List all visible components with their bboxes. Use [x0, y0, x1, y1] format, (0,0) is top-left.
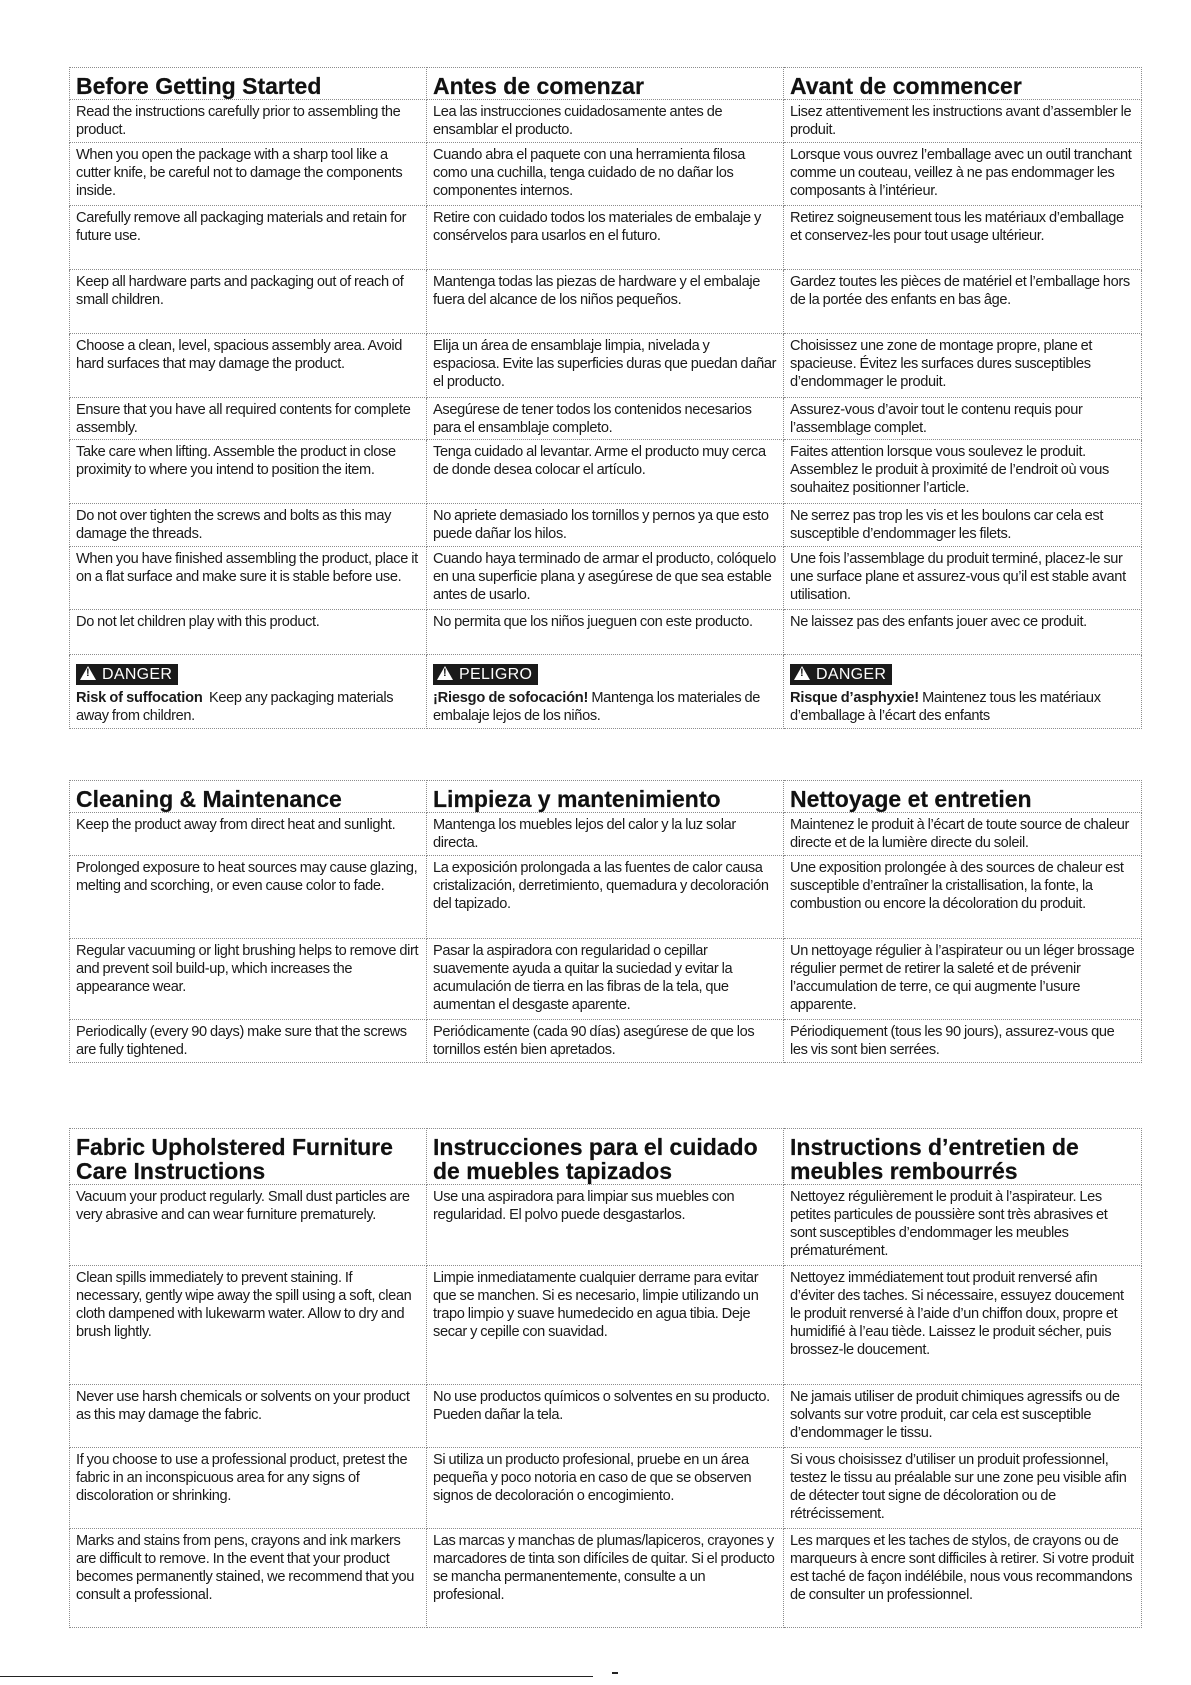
- table-row: [70, 1529, 1142, 1628]
- section-heading-fr: Nettoyage et entretien: [784, 781, 1142, 813]
- warning-cell-en: [70, 655, 427, 729]
- table-row: [70, 206, 1142, 270]
- cell-es: Cuando haya terminado de armar el producto, colóquelo en una superficie plana y asegúrese de que sea estable antes de usarlo.: [427, 547, 784, 610]
- cell-fr: Les marques et les taches de stylos, de crayons ou de marqueurs à encre sont difficiles à retirer. Si votre produit est taché de façon indélébile, nous vous recommandons de consulter un professionnel.: [784, 1529, 1142, 1628]
- page-footer-mark: [612, 1672, 618, 1674]
- cell-en: Read the instructions carefully prior to assembling the product.: [70, 100, 427, 143]
- cell-es: Elija un área de ensamblaje limpia, nivelada y espaciosa. Evite las superficies duras que puedan dañar el producto.: [427, 334, 784, 398]
- cell-fr: Nettoyez régulièrement le produit à l’aspirateur. Les petites particules de poussière sont très abrasives et sont susceptibles d’endommager les meubles prématurément.: [784, 1185, 1142, 1266]
- before-getting-started-table: [69, 67, 1142, 729]
- page-footer-rule: [0, 1676, 593, 1677]
- cell-fr: Lorsque vous ouvrez l’emballage avec un outil tranchant comme un couteau, veillez à ne pas endommager les composants à l’intérieur.: [784, 143, 1142, 206]
- cell-fr: Ne jamais utiliser de produit chimiques agressifs ou de solvants sur votre produit, car cela est susceptible d’endommager le tissu.: [784, 1385, 1142, 1448]
- section-heading-fr: Avant de commencer: [784, 68, 1142, 100]
- cell-fr: Un nettoyage régulier à l’aspirateur ou un léger brossage régulier permet de retirer la saleté et de prévenir l’accumulation de terre, ce qui augmente l’usure apparente.: [784, 939, 1142, 1020]
- cell-fr: Si vous choisissez d’utiliser un produit professionnel, testez le tissu au préalable sur une zone peu visible afin de détecter tout signe de décoloration ou de rétrécissement.: [784, 1448, 1142, 1529]
- cell-fr: Nettoyez immédiatement tout produit renversé afin d’éviter des taches. Si nécessaire, essuyez doucement le produit renversé à l’aide d’un chiffon doux, propre et humidifié à l’eau tiède. Laissez le produit sécher, puis brossez-le doucement.: [784, 1266, 1142, 1385]
- table-row: [70, 1266, 1142, 1385]
- cell-en: Keep all hardware parts and packaging out of reach of small children.: [70, 270, 427, 334]
- table-row: [70, 610, 1142, 655]
- warning-triangle-icon: [80, 666, 96, 680]
- cell-en: Carefully remove all packaging materials and retain for future use.: [70, 206, 427, 270]
- section-heading-es: Antes de comenzar: [427, 68, 784, 100]
- cell-en: Periodically (every 90 days) make sure that the screws are fully tightened.: [70, 1020, 427, 1063]
- warning-cell-es: [427, 655, 784, 729]
- table-row: [70, 143, 1142, 206]
- cell-es: No apriete demasiado los tornillos y pernos ya que esto puede dañar los hilos.: [427, 504, 784, 547]
- section-header-row: [70, 1129, 1142, 1185]
- warning-triangle-icon: [794, 666, 810, 680]
- table-row: [70, 1185, 1142, 1266]
- cell-fr: Faites attention lorsque vous soulevez le produit. Assemblez le produit à proximité de l’endroit où vous souhaitez positionner l’article.: [784, 440, 1142, 504]
- cell-es: Mantenga los muebles lejos del calor y la luz solar directa.: [427, 813, 784, 856]
- danger-badge: !DANGER: [76, 664, 178, 685]
- section-heading-es: Limpieza y mantenimiento: [427, 781, 784, 813]
- table-row: [70, 1020, 1142, 1063]
- cleaning-maintenance-table: [69, 780, 1142, 1063]
- cell-en: Clean spills immediately to prevent staining. If necessary, gently wipe away the spill using a soft, clean cloth dampened with lukewarm water. Allow to dry and brush lightly.: [70, 1266, 427, 1385]
- cell-es: Periódicamente (cada 90 días) asegúrese de que los tornillos estén bien apretados.: [427, 1020, 784, 1063]
- warning-title: Risque d’asphyxie!: [790, 690, 919, 706]
- section-heading-fr: Instructions d’entretien de meubles rembourrés: [784, 1129, 1142, 1185]
- cell-es: Mantenga todas las piezas de hardware y el embalaje fuera del alcance de los niños pequeños.: [427, 270, 784, 334]
- cell-en: If you choose to use a professional product, pretest the fabric in an inconspicuous area for any signs of discoloration or shrinking.: [70, 1448, 427, 1529]
- cell-en: Choose a clean, level, spacious assembly area. Avoid hard surfaces that may damage the product.: [70, 334, 427, 398]
- section-heading-en: Fabric Upholstered Furniture Care Instructions: [70, 1129, 427, 1185]
- section-header-row: [70, 781, 1142, 813]
- table-row: [70, 100, 1142, 143]
- cell-es: La exposición prolongada a las fuentes de calor causa cristalización, derretimiento, quemadura y decoloración del tapizado.: [427, 856, 784, 939]
- cell-en: Ensure that you have all required contents for complete assembly.: [70, 398, 427, 440]
- cell-es: Pasar la aspiradora con regularidad o cepillar suavemente ayuda a quitar la suciedad y evitar la acumulación de tierra en las fibras de la tela, que aumentan el desgaste aparente.: [427, 939, 784, 1020]
- cell-fr: Gardez toutes les pièces de matériel et l’emballage hors de la portée des enfants en bas âge.: [784, 270, 1142, 334]
- cell-fr: Assurez-vous d’avoir tout le contenu requis pour l’assemblage complet.: [784, 398, 1142, 440]
- table-row: [70, 1448, 1142, 1529]
- table-row: [70, 547, 1142, 610]
- cell-en: Do not let children play with this product.: [70, 610, 427, 655]
- cell-es: Tenga cuidado al levantar. Arme el producto muy cerca de donde desea colocar el artículo.: [427, 440, 784, 504]
- danger-warning-row: [70, 655, 1142, 729]
- danger-badge: !DANGER: [790, 664, 892, 685]
- cell-en: Marks and stains from pens, crayons and ink markers are difficult to remove. In the event that your product becomes permanently stained, we recommend that you consult a professional.: [70, 1529, 427, 1628]
- section-heading-en: Cleaning & Maintenance: [70, 781, 427, 813]
- cell-en: Regular vacuuming or light brushing helps to remove dirt and prevent soil build-up, which increases the appearance wear.: [70, 939, 427, 1020]
- cell-es: Limpie inmediatamente cualquier derrame para evitar que se manchen. Si es necesario, limpie utilizando un trapo limpio y suave humedecido en agua tibia. Deje secar y cepille con suavidad.: [427, 1266, 784, 1385]
- cell-en: Take care when lifting. Assemble the product in close proximity to where you intend to position the item.: [70, 440, 427, 504]
- cell-fr: Retirez soigneusement tous les matériaux d’emballage et conservez-les pour tout usage ultérieur.: [784, 206, 1142, 270]
- table-row: [70, 334, 1142, 398]
- cell-fr: Choisissez une zone de montage propre, plane et spacieuse. Évitez les surfaces dures susceptibles d’endommager le produit.: [784, 334, 1142, 398]
- table-row: [70, 398, 1142, 440]
- table-row: [70, 939, 1142, 1020]
- table-row: [70, 1385, 1142, 1448]
- cell-es: No use productos químicos o solventes en su producto. Pueden dañar la tela.: [427, 1385, 784, 1448]
- cell-es: Retire con cuidado todos los materiales de embalaje y consérvelos para usarlos en el futuro.: [427, 206, 784, 270]
- warning-triangle-icon: [437, 666, 453, 680]
- cell-en: Vacuum your product regularly. Small dust particles are very abrasive and can wear furniture prematurely.: [70, 1185, 427, 1266]
- cell-en: When you have finished assembling the product, place it on a flat surface and make sure it is stable before use.: [70, 547, 427, 610]
- warning-text: Keep any packaging materials away from children.: [76, 690, 394, 724]
- table-row: [70, 440, 1142, 504]
- cell-fr: Une fois l’assemblage du produit terminé, placez-le sur une surface plane et assurez-vous qu’il est stable avant utilisation.: [784, 547, 1142, 610]
- cell-fr: Une exposition prolongée à des sources de chaleur est susceptible d’entraîner la cristallisation, la fonte, la combustion ou encore la décoloration du produit.: [784, 856, 1142, 939]
- warning-text: Maintenez tous les matériaux d’emballage à l’écart des enfants: [790, 690, 1101, 724]
- cell-en: Prolonged exposure to heat sources may cause glazing, melting and scorching, or even cause color to fade.: [70, 856, 427, 939]
- cell-es: Cuando abra el paquete con una herramienta filosa como una cuchilla, tenga cuidado de no dañar los componentes internos.: [427, 143, 784, 206]
- cell-fr: Périodiquement (tous les 90 jours), assurez-vous que les vis sont bien serrées.: [784, 1020, 1142, 1063]
- table-row: [70, 813, 1142, 856]
- section-heading-es: Instrucciones para el cuidado de muebles tapizados: [427, 1129, 784, 1185]
- danger-badge: !PELIGRO: [433, 664, 538, 685]
- fabric-care-table: [69, 1128, 1142, 1628]
- cell-en: Never use harsh chemicals or solvents on your product as this may damage the fabric.: [70, 1385, 427, 1448]
- table-row: [70, 856, 1142, 939]
- warning-title: Risk of suffocation: [76, 690, 203, 706]
- cell-en: Keep the product away from direct heat and sunlight.: [70, 813, 427, 856]
- cell-es: Asegúrese de tener todos los contenidos necesarios para el ensamblaje completo.: [427, 398, 784, 440]
- cell-fr: Maintenez le produit à l’écart de toute source de chaleur directe et de la lumière directe du soleil.: [784, 813, 1142, 856]
- warning-cell-fr: [784, 655, 1142, 729]
- section-heading-en: Before Getting Started: [70, 68, 427, 100]
- table-row: [70, 270, 1142, 334]
- cell-es: No permita que los niños jueguen con este producto.: [427, 610, 784, 655]
- cell-es: Use una aspiradora para limpiar sus muebles con regularidad. El polvo puede desgastarlos.: [427, 1185, 784, 1266]
- warning-text: Mantenga los materiales de embalaje lejos de los niños.: [433, 690, 761, 724]
- table-row: [70, 504, 1142, 547]
- cell-es: Las marcas y manchas de plumas/lapiceros, crayones y marcadores de tinta son difíciles de quitar. Si el producto se mancha permanentemente, consulte a un profesional.: [427, 1529, 784, 1628]
- cell-fr: Ne serrez pas trop les vis et les boulons car cela est susceptible d’endommager les filets.: [784, 504, 1142, 547]
- cell-es: Lea las instrucciones cuidadosamente antes de ensamblar el producto.: [427, 100, 784, 143]
- warning-title: ¡Riesgo de sofocación!: [433, 690, 589, 706]
- cell-en: Do not over tighten the screws and bolts as this may damage the threads.: [70, 504, 427, 547]
- cell-en: When you open the package with a sharp tool like a cutter knife, be careful not to damage the components inside.: [70, 143, 427, 206]
- cell-fr: Ne laissez pas des enfants jouer avec ce produit.: [784, 610, 1142, 655]
- cell-es: Si utiliza un producto profesional, pruebe en un área pequeña y poco notoria en caso de que se observen signos de decoloración o encogimiento.: [427, 1448, 784, 1529]
- section-header-row: [70, 68, 1142, 100]
- cell-fr: Lisez attentivement les instructions avant d’assembler le produit.: [784, 100, 1142, 143]
